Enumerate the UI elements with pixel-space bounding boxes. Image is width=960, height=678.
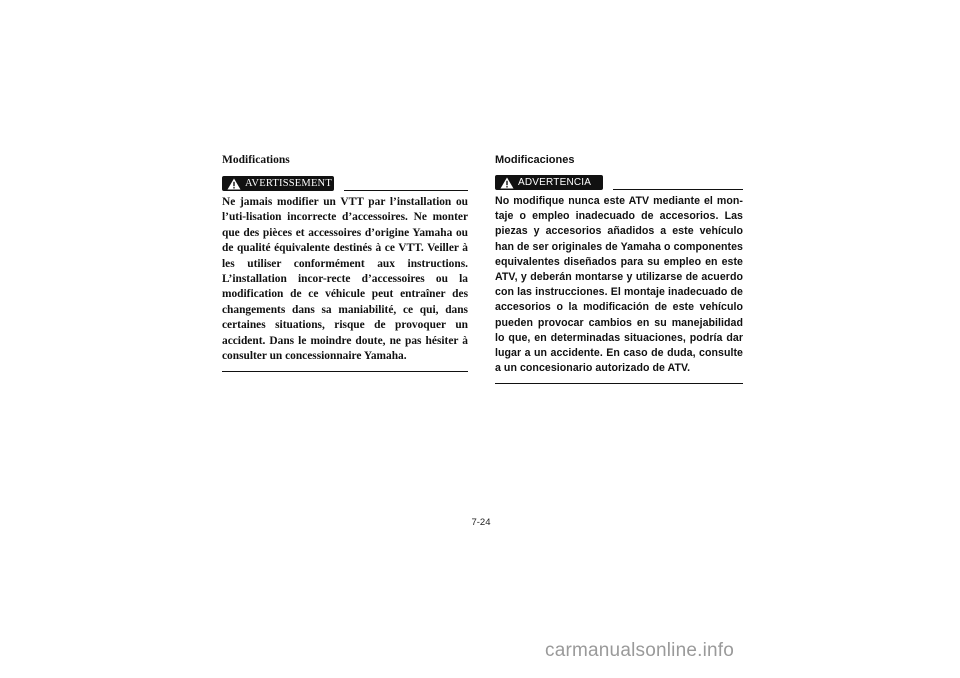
warning-text-spanish: No modifique nunca este ATV mediante el mon-taje o empleo inadecuado de accesorios. Las piezas y accesorios añadidos a este vehículo han de ser originales de Yamaha o componentes equivalentes diseñados para su empleo en este ATV, y deberán montarse y utilizarse de acuerdo con las instrucciones. El montaje inadecuado de accesorios o la modificación de este vehículo pueden provocar cambios en su manejabilidad lo que, en determinadas situaciones, podría dar lugar a un accidente. En caso de duda, consulte a un concesionario autorizado de ATV. xyxy=(495,195,743,375)
french-column xyxy=(222,153,468,372)
warning-end-rule-spanish xyxy=(495,383,743,384)
warning-badge-french xyxy=(222,176,334,191)
warning-divider-french xyxy=(344,190,468,191)
section-heading-spanish: Modificaciones xyxy=(495,154,575,166)
warning-divider-spanish xyxy=(613,189,743,190)
warning-triangle-icon xyxy=(500,177,514,189)
warning-header-french xyxy=(222,176,468,191)
spanish-column xyxy=(495,153,743,384)
warning-text-french: Ne jamais modifier un VTT par l’installation ou l’uti-lisation incorrecte d’accessoires. Ne monter que des pièces et accessoires d’origine Yamaha ou de qualité équivalente destinés à ce VTT. Veiller à les utiliser conformément aux instructions. L’installation incor-recte d’accessoires ou la modification de ce véhicule peut entraîner des changements dans sa maniabilité, ce qui, dans certaines situations, risque de provoquer un accident. Dans le moindre doute, ne pas hésiter à consulter un concessionnaire Yamaha. xyxy=(222,196,468,363)
watermark: carmanualsonline.info xyxy=(545,640,735,661)
warning-label-spanish: ADVERTENCIA xyxy=(518,177,592,188)
warning-badge-spanish xyxy=(495,175,603,190)
warning-triangle-icon xyxy=(227,178,241,190)
warning-end-rule-french xyxy=(222,371,468,372)
page-number: 7-24 xyxy=(471,517,491,528)
warning-label-french: AVERTISSEMENT xyxy=(245,178,332,189)
section-heading-french: Modifications xyxy=(222,154,290,166)
warning-header-spanish xyxy=(495,175,743,190)
